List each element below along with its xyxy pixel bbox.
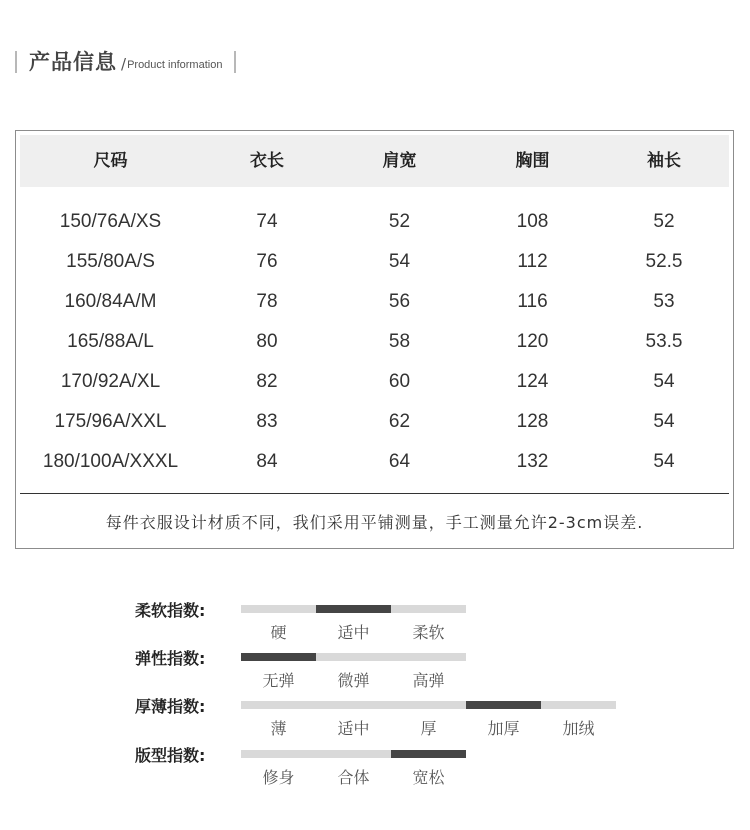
elasticity-index-options bbox=[241, 669, 466, 693]
cell-sleeve: 53.5 bbox=[645, 331, 683, 352]
thickness-index-bar bbox=[241, 701, 616, 709]
elasticity-index bbox=[0, 647, 750, 695]
cell-chest: 128 bbox=[516, 411, 549, 432]
cell-shoulder: 52 bbox=[388, 211, 411, 232]
index-segment bbox=[316, 653, 391, 661]
cell-length: 84 bbox=[256, 451, 278, 472]
cell-length: 80 bbox=[256, 331, 278, 352]
cell-length: 76 bbox=[256, 251, 278, 272]
header-title: 产品信息 bbox=[29, 50, 117, 74]
cell-shoulder: 60 bbox=[388, 371, 411, 392]
cell-size: 160/84A/M bbox=[64, 291, 157, 312]
column-header-size: 尺码 bbox=[93, 151, 128, 171]
index-option: 适中 bbox=[337, 623, 370, 642]
elasticity-index-label: 弹性指数: bbox=[135, 649, 206, 668]
index-segment bbox=[391, 701, 466, 709]
size-table-body bbox=[20, 202, 729, 482]
cell-sleeve: 52.5 bbox=[645, 251, 683, 272]
table-row bbox=[20, 442, 729, 482]
cell-size: 170/92A/XL bbox=[60, 371, 161, 392]
table-row bbox=[20, 322, 729, 362]
cell-shoulder: 54 bbox=[388, 251, 411, 272]
product-info-header bbox=[15, 48, 236, 76]
cell-sleeve: 54 bbox=[653, 451, 675, 472]
column-header-chest: 胸围 bbox=[515, 151, 550, 171]
cell-shoulder: 56 bbox=[388, 291, 411, 312]
index-option: 微弹 bbox=[337, 671, 370, 690]
cell-size: 155/80A/S bbox=[66, 251, 155, 272]
index-option: 加绒 bbox=[562, 719, 595, 738]
column-header-shoulder: 肩宽 bbox=[382, 151, 417, 171]
index-option: 适中 bbox=[337, 719, 370, 738]
index-option: 厚 bbox=[420, 719, 437, 738]
fit-index bbox=[0, 744, 750, 792]
thickness-index bbox=[0, 695, 750, 743]
table-row bbox=[20, 242, 729, 282]
cell-length: 78 bbox=[256, 291, 278, 312]
index-option: 合体 bbox=[337, 768, 370, 787]
index-option: 无弹 bbox=[262, 671, 295, 690]
softness-index-options bbox=[241, 621, 466, 645]
index-segment-selected bbox=[391, 750, 466, 758]
table-row bbox=[20, 282, 729, 322]
index-segment bbox=[541, 701, 616, 709]
size-table bbox=[15, 130, 734, 549]
cell-length: 82 bbox=[256, 371, 278, 392]
cell-length: 83 bbox=[256, 411, 278, 432]
softness-index bbox=[0, 599, 750, 647]
index-segment bbox=[316, 701, 391, 709]
header-left-bar bbox=[15, 51, 17, 73]
table-row bbox=[20, 202, 729, 242]
index-segment bbox=[241, 750, 316, 758]
cell-chest: 124 bbox=[516, 371, 549, 392]
cell-length: 74 bbox=[256, 211, 278, 232]
header-right-bar bbox=[234, 51, 236, 73]
index-option: 修身 bbox=[262, 768, 295, 787]
softness-index-label: 柔软指数: bbox=[135, 601, 206, 620]
index-segment bbox=[391, 653, 466, 661]
cell-chest: 108 bbox=[516, 211, 549, 232]
thickness-index-label: 厚薄指数: bbox=[135, 697, 206, 716]
cell-size: 180/100A/XXXL bbox=[42, 451, 179, 472]
index-segment bbox=[241, 701, 316, 709]
size-table-header bbox=[20, 135, 729, 187]
cell-shoulder: 62 bbox=[388, 411, 411, 432]
cell-sleeve: 54 bbox=[653, 371, 675, 392]
column-header-length: 衣长 bbox=[250, 151, 284, 171]
fit-index-label: 版型指数: bbox=[135, 746, 206, 765]
index-segment bbox=[241, 605, 316, 613]
table-row bbox=[20, 402, 729, 442]
measurement-note: 每件衣服设计材质不同，我们采用平铺测量，手工测量允许2-3cm误差. bbox=[105, 513, 644, 532]
table-row bbox=[20, 362, 729, 402]
cell-size: 150/76A/XS bbox=[59, 211, 162, 232]
cell-sleeve: 54 bbox=[653, 411, 675, 432]
cell-chest: 120 bbox=[516, 331, 549, 352]
cell-sleeve: 53 bbox=[653, 291, 675, 312]
index-segment-selected bbox=[466, 701, 541, 709]
table-divider bbox=[20, 493, 729, 494]
column-header-sleeve: 袖长 bbox=[647, 151, 681, 171]
index-option: 高弹 bbox=[412, 671, 445, 690]
fit-index-bar bbox=[241, 750, 466, 758]
index-option: 加厚 bbox=[487, 719, 520, 738]
header-subtitle: Product information bbox=[127, 59, 223, 71]
softness-index-bar bbox=[241, 605, 466, 613]
thickness-index-options bbox=[241, 717, 616, 741]
cell-chest: 116 bbox=[517, 291, 548, 312]
cell-shoulder: 58 bbox=[388, 331, 411, 352]
index-segment bbox=[391, 605, 466, 613]
index-segment bbox=[316, 750, 391, 758]
header-slash: / bbox=[121, 55, 127, 73]
cell-chest: 132 bbox=[516, 451, 549, 472]
fit-index-options bbox=[241, 766, 466, 790]
cell-size: 165/88A/L bbox=[67, 331, 154, 352]
cell-shoulder: 64 bbox=[388, 451, 411, 472]
cell-chest: 112 bbox=[517, 251, 548, 272]
index-option: 柔软 bbox=[412, 623, 445, 642]
index-option: 硬 bbox=[270, 623, 287, 642]
cell-sleeve: 52 bbox=[653, 211, 675, 232]
cell-size: 175/96A/XXL bbox=[54, 411, 167, 432]
index-segment-selected bbox=[316, 605, 391, 613]
index-option: 宽松 bbox=[412, 768, 445, 787]
elasticity-index-bar bbox=[241, 653, 466, 661]
index-option: 薄 bbox=[270, 719, 287, 738]
index-segment-selected bbox=[241, 653, 316, 661]
